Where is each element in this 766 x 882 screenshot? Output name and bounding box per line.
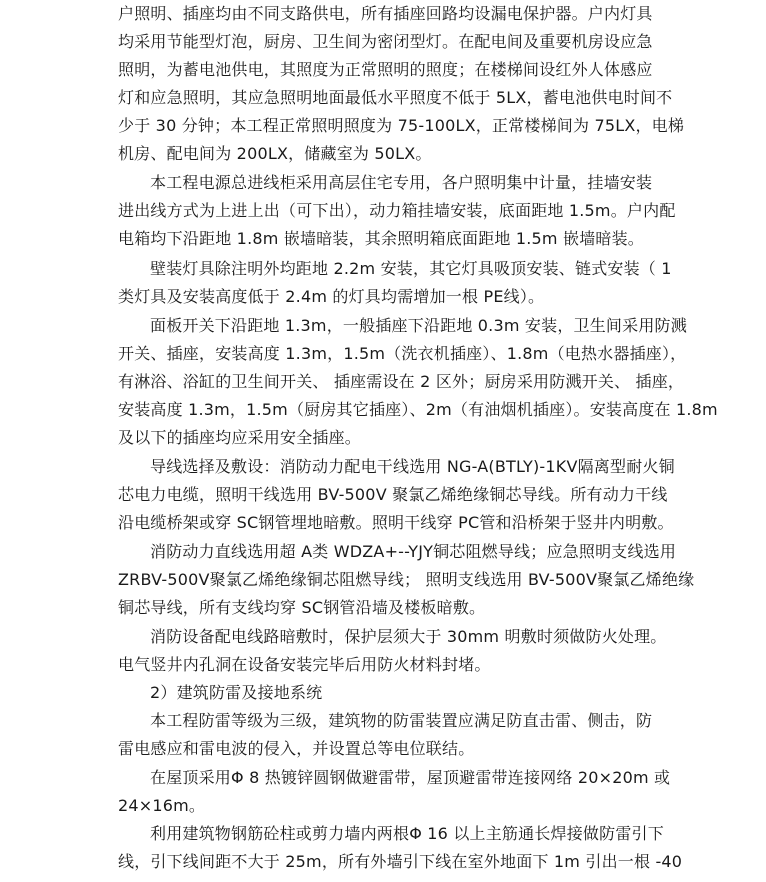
- text-line: 利用建筑物钢筋砼柱或剪力墙内两根Φ 16 以上主筋通长焊接做防雷引下: [150, 824, 664, 843]
- text-line: 及以下的插座均应采用安全插座。: [118, 428, 362, 447]
- text-line: 线，引下线间距不大于 25m，所有外墙引下线在室外地面下 1m 引出一根 -40: [118, 852, 683, 871]
- text-line: 导线选择及敷设：消防动力配电干线选用 NG-A(BTLY)-1KV隔离型耐火铜: [150, 457, 675, 476]
- text-line: 铜芯导线，所有支线均穿 SC钢管沿墙及楼板暗敷。: [118, 598, 486, 617]
- text-line: 雷电感应和雷电波的侵入，并设置总等电位联结。: [118, 739, 475, 758]
- text-line: 户照明、插座均由不同支路供电，所有插座回路均设漏电保护器。户内灯具: [118, 4, 653, 23]
- text-line: 照明，为蓄电池供电，其照度为正常照明的照度；在楼梯间设红外人体感应: [118, 60, 653, 79]
- text-line: 进出线方式为上进上出（可下出），动力箱挂墙安装，底面距地 1.5m。户内配: [118, 201, 676, 220]
- text-line: 消防设备配电线路暗敷时，保护层须大于 30mm 明敷时须做防火处理。: [150, 627, 667, 646]
- text-line: 沿电缆桥架或穿 SC钢管埋地暗敷。照明干线穿 PC管和沿桥架于竖井内明敷。: [118, 513, 674, 532]
- text-line: 均采用节能型灯泡，厨房、卫生间为密闭型灯。在配电间及重要机房设应急: [118, 32, 653, 51]
- text-line: 机房、配电间为 200LX，储藏室为 50LX。: [118, 144, 432, 163]
- text-line: 少于 30 分钟；本工程正常照明照度为 75-100LX，正常楼梯间为 75LX，电梯: [118, 116, 685, 135]
- text-line: 24×16m。: [118, 796, 206, 815]
- text-line: 电气竖井内孔洞在设备安装完毕后用防火材料封堵。: [118, 655, 491, 674]
- text-line: 消防动力直线选用超 A类 WDZA+--YJY铜芯阻燃导线；应急照明支线选用: [150, 542, 677, 561]
- text-line: 有淋浴、浴缸的卫生间开关、 插座需设在 2 区外；厨房采用防溅开关、 插座，: [118, 372, 685, 391]
- text-line: 开关、插座，安装高度 1.3m，1.5m（洗衣机插座）、1.8m（电热水器插座），: [118, 344, 687, 363]
- text-line: 在屋顶采用Φ 8 热镀锌圆钢做避雷带，屋顶避雷带连接网络 20×20m 或: [150, 768, 671, 787]
- text-line: 本工程电源总进线柜采用高层住宅专用，各户照明集中计量，挂墙安装: [150, 173, 653, 192]
- text-line: ZRBV-500V聚氯乙烯绝缘铜芯阻燃导线； 照明支线选用 BV-500V聚氯乙烯绝缘: [118, 570, 695, 589]
- text-line: 类灯具及安装高度低于 2.4m 的灯具均需增加一根 PE线）。: [118, 287, 545, 306]
- text-line: 芯电力电缆，照明干线选用 BV-500V 聚氯乙烯绝缘铜芯导线。所有动力干线: [118, 485, 668, 504]
- section-heading: 2）建筑防雷及接地系统: [150, 683, 323, 702]
- text-line: 安装高度 1.3m，1.5m（厨房其它插座）、2m（有油烟机插座）。安装高度在 1.8m: [118, 400, 718, 419]
- text-line: 面板开关下沿距地 1.3m，一般插座下沿距地 0.3m 安装，卫生间采用防溅: [150, 316, 687, 335]
- text-line: 电箱均下沿距地 1.8m 嵌墙暗装，其余照明箱底面距地 1.5m 嵌墙暗装。: [118, 229, 645, 248]
- text-line: 灯和应急照明，其应急照明地面最低水平照度不低于 5LX，蓄电池供电时间不: [118, 88, 673, 107]
- text-line: 壁装灯具除注明外均距地 2.2m 安装，其它灯具吸顶安装、链式安装（ 1: [150, 259, 672, 278]
- text-line: 本工程防雷等级为三级，建筑物的防雷装置应满足防直击雷、侧击，防: [150, 711, 653, 730]
